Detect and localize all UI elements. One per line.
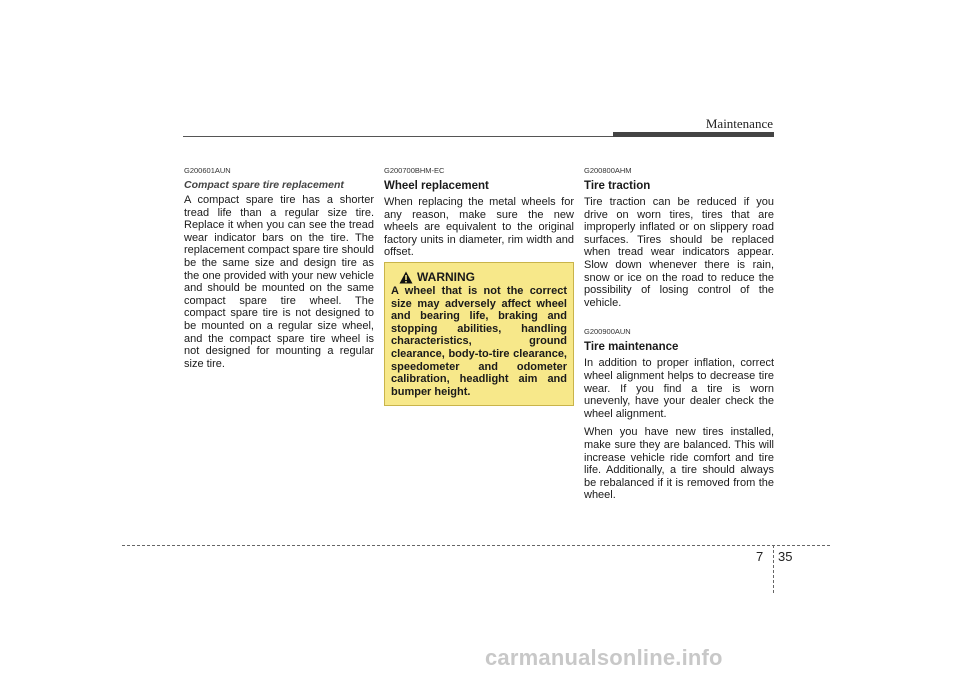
section-heading: Tire traction (584, 180, 651, 192)
section-subheading: Compact spare tire replacement (184, 179, 344, 191)
warning-header (399, 270, 567, 284)
section-code: G200900AUN (584, 327, 631, 337)
footer-vertical-rule (773, 545, 774, 593)
tire-maintenance-section (584, 327, 774, 502)
section-heading: Wheel replacement (384, 180, 489, 192)
header-rule-thin (183, 136, 613, 137)
warning-text: A wheel that is not the correct size may adversely affect wheel and bearing life, braking and stopping abilities, handling characteristics, ground clearance, body-to-tire clearance, speedometer and odometer calibration, headlight aim and bumper height. (391, 285, 567, 398)
section-body: When replacing the metal wheels for any reason, make sure the new wheels are equivalent to the original factory units in diameter, rim width and offset. (384, 196, 574, 259)
section-body: Tire traction can be reduced if you drive on worn tires, tires that are improperly inflated or on slippery road surfaces. Tires should be replaced when tread wear indicators appear. Slow down whenever there is rain, snow or ice on the road to reduce the possibility of losing control of the vehicle. (584, 196, 774, 309)
warning-title: WARNING (417, 270, 475, 284)
header-rule-thick (613, 132, 774, 137)
column-middle (384, 166, 574, 259)
warning-triangle-icon (399, 271, 413, 284)
section-body: A compact spare tire has a shorter tread life than a regular size tire. Replace it when you can see the tread wear indicator bars on the tire. The replacement compact spare tire should be the same size and design tire as the one provided with your new vehicle and should be mounted on the same compact spare tire wheel. The compact spare tire is not designed to be mounted on a regular size wheel, and the compact spare tire wheel is not designed for mounting a regular size tire. (184, 194, 374, 370)
watermark: carmanualsonline.info (485, 645, 723, 670)
section-code: G200700BHM-EC (384, 166, 445, 175)
page-number: 35 (778, 549, 793, 564)
section-code: G200601AUN (184, 166, 231, 175)
section-title: Maintenance (705, 116, 773, 131)
footer-dashed-rule (122, 545, 830, 546)
section-body: When you have new tires installed, make sure they are balanced. This will increase vehicle ride comfort and tire life. Additionally, a tire should always be rebalanced if it is removed from the wheel. (584, 426, 774, 502)
section-heading: Tire maintenance (584, 341, 679, 354)
warning-box (384, 262, 574, 406)
chapter-number: 7 (756, 549, 764, 564)
section-body: In addition to proper inflation, correct wheel alignment helps to decrease tire wear. If you find a tire is worn unevenly, have your dealer check the wheel alignment. (584, 357, 774, 420)
column-left (184, 166, 374, 370)
section-code: G200800AHM (584, 166, 632, 175)
column-right (584, 166, 774, 502)
